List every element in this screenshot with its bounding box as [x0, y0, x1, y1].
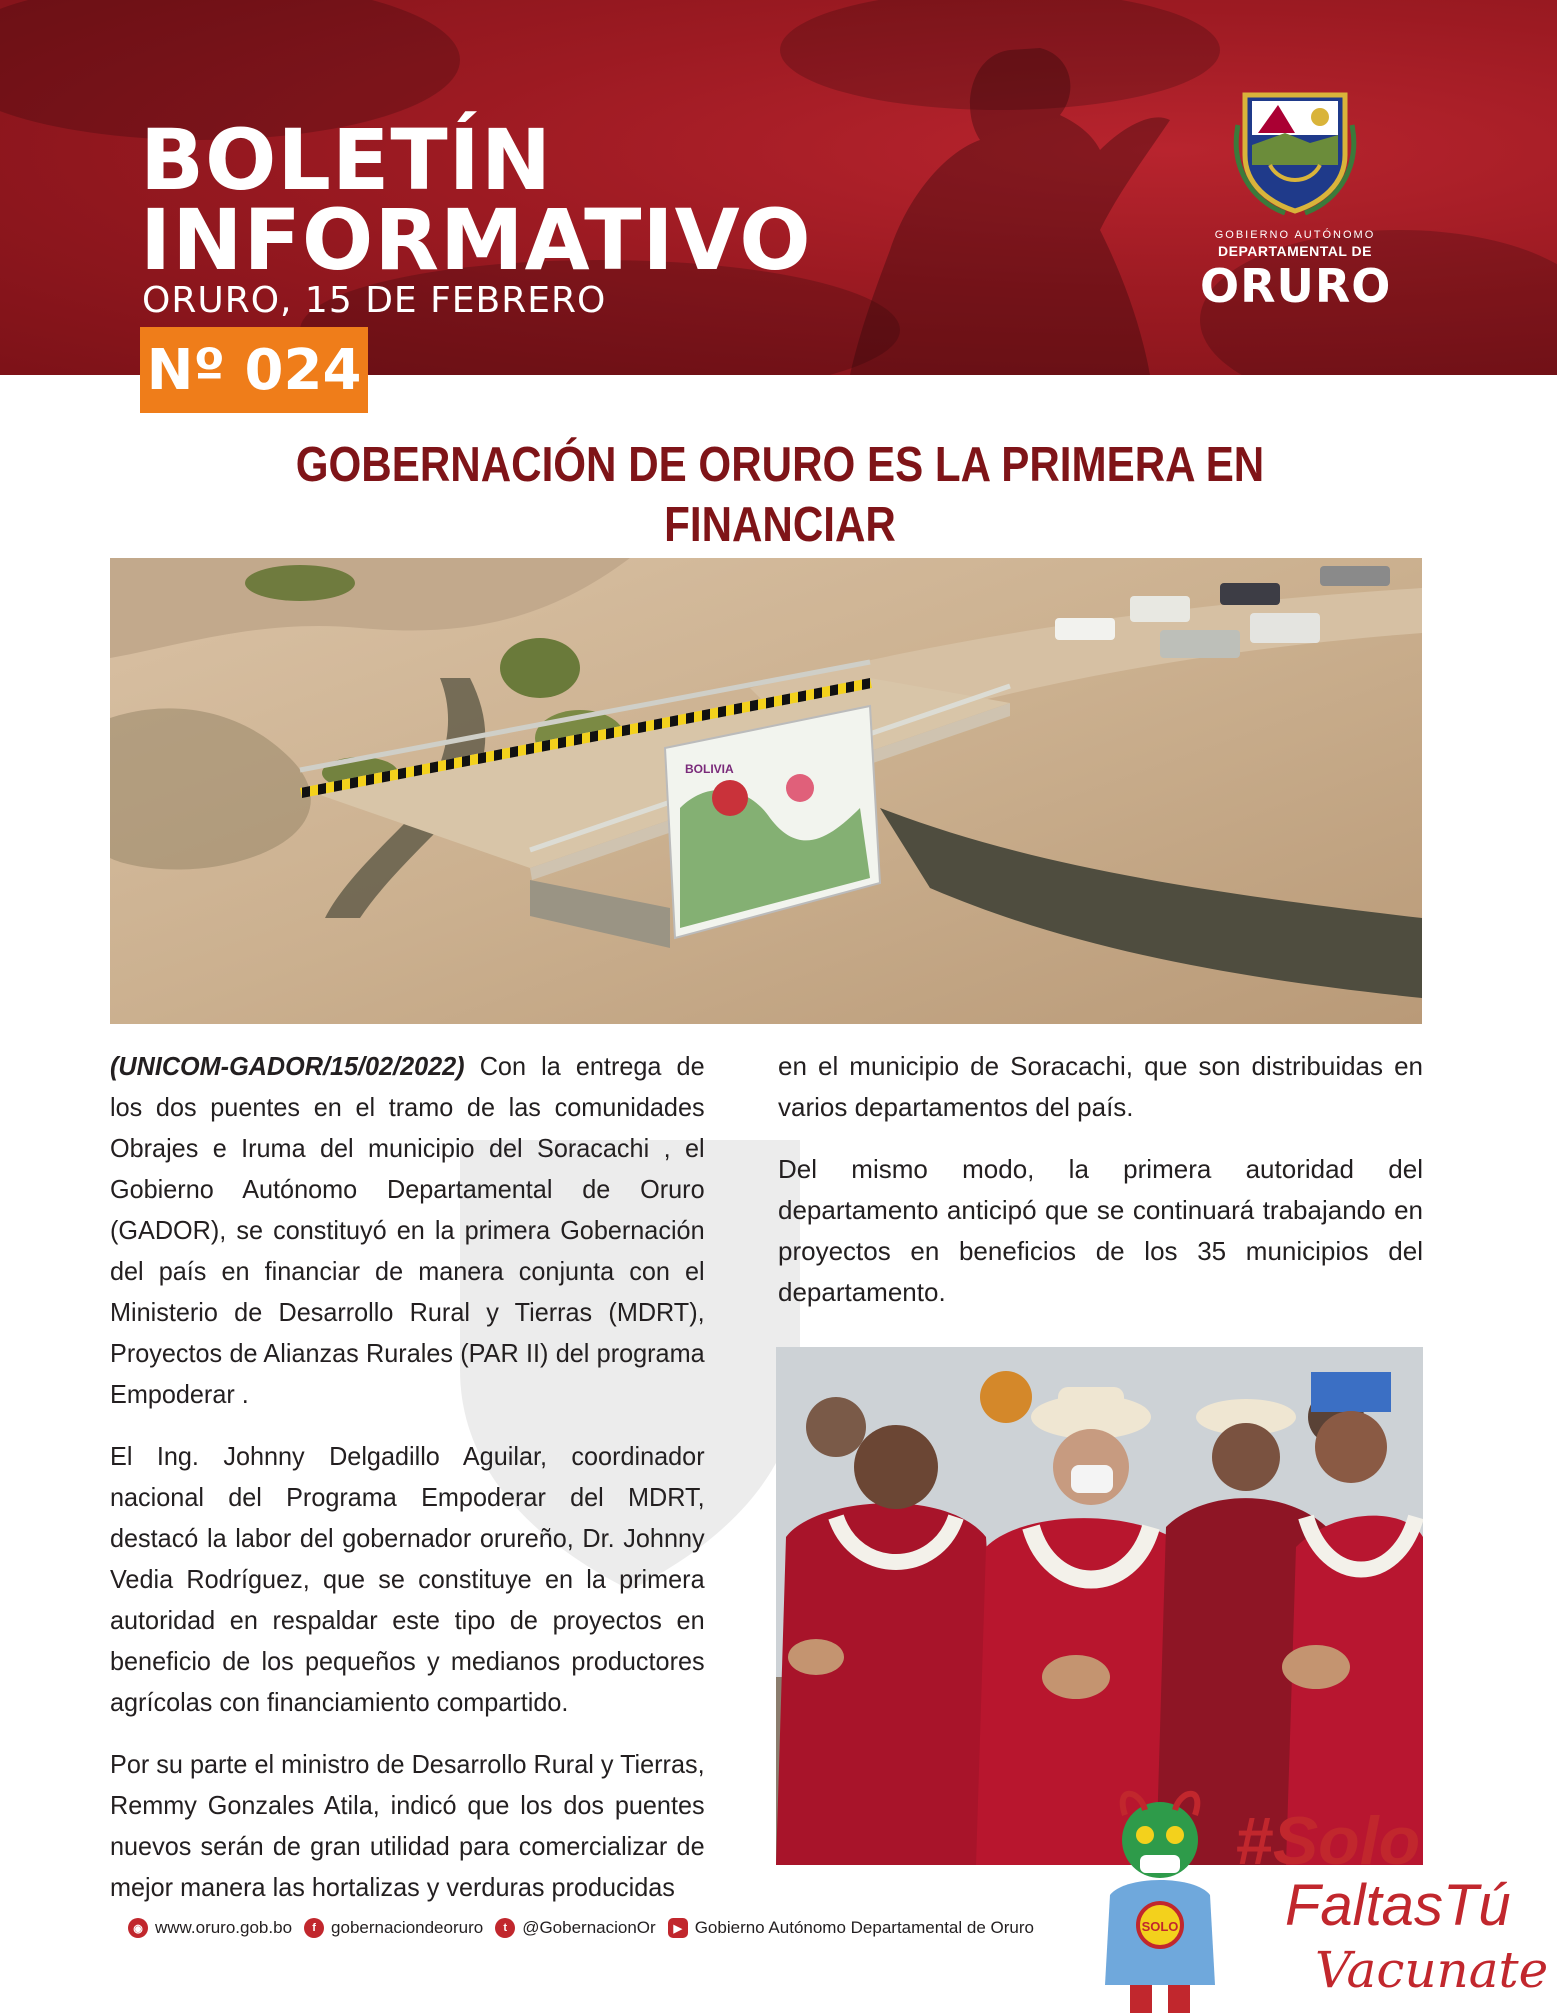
headline-line1: GOBERNACIÓN DE ORURO ES LA PRIMERA EN FINANCIAR [295, 438, 1265, 552]
twitter-icon: t [495, 1918, 515, 1938]
article-column-left [110, 1046, 705, 1929]
article-column-right [778, 1046, 1423, 1334]
article-paragraph-1-text: Con la entrega de los dos puentes en el tramo de las comunidades Obrajes e Iruma del municipio del Soracachi , el Gobierno Autónomo Departamental de Oruro (GADOR), se constituyó en la primera Gobernación del país en financiar de manera conjunta con el Ministerio de Desarrollo Rural y Tierras (MDRT), Proyectos de Alianzas Rurales (PAR II) del programa Empoderar . [110, 1051, 705, 1409]
facebook-icon: f [304, 1918, 324, 1938]
footer-facebook-text: gobernaciondeoruro [331, 1918, 484, 1937]
bulletin-title-line2: INFORMATIVO [140, 191, 812, 289]
bulletin-number-badge: Nº 024 [140, 327, 368, 413]
bridge-photo [110, 558, 1422, 1024]
bulletin-title-line1: BOLETÍN [140, 111, 553, 209]
footer-facebook[interactable] [304, 1918, 483, 1938]
footer-website-text: www.oruro.gob.bo [155, 1918, 293, 1937]
footer-youtube-text: Gobierno Autónomo Departamental de Oruro [694, 1918, 1034, 1937]
article-paragraph-3-continued: en el municipio de Soracachi, que son distribuidas en varios departamentos del país. [778, 1051, 1423, 1122]
logo-text-oruro: ORURO [1200, 259, 1392, 313]
gador-logo [1200, 85, 1392, 313]
article-paragraph-2: El Ing. Johnny Delgadillo Aguilar, coordinador nacional del Programa Empoderar del MDRT, destacó la labor del gobernador orureño, Dr. Johnny Vedia Rodríguez, que se constituye en la primera autoridad en respaldar este tipo de proyectos en beneficio de los pequeños y medianos productores agrícolas con financiamiento compartido. [110, 1441, 705, 1717]
mascot-badge-text: SOLO [1141, 1919, 1179, 1934]
youtube-icon: ▶ [668, 1918, 688, 1938]
banner-bolivia-text: BOLIVIA [685, 762, 734, 776]
header-banner [0, 0, 1557, 375]
article-paragraph-3: Por su parte el ministro de Desarrollo Rural y Tierras, Remmy Gonzales Atila, indicó que los dos puentes nuevos serán de gran utilidad para comercializar de mejor manera las hortalizas y verduras producidas [110, 1749, 705, 1902]
statue-silhouette [820, 30, 1240, 375]
footer-twitter-text: @GobernacionOr [522, 1918, 656, 1937]
article-paragraph-4: Del mismo modo, la primera autoridad del departamento anticipó que se continuará trabajando en proyectos en beneficios de los 35 municipios del departamento. [778, 1154, 1423, 1307]
bulletin-date: ORURO, 15 DE FEBRERO [142, 280, 607, 321]
footer-youtube[interactable] [668, 1918, 1034, 1938]
logo-text-departamental: DEPARTAMENTAL DE [1218, 243, 1372, 259]
logo-text-gobierno: GOBIERNO AUTÓNOMO [1214, 229, 1376, 241]
vaccination-campaign-logo [1085, 1785, 1549, 2015]
footer-contacts [128, 1918, 1046, 1938]
campaign-vacunate: Vacunate [1315, 1941, 1549, 1999]
globe-icon: ◉ [128, 1918, 148, 1938]
mascot-icon [1085, 1785, 1235, 2015]
footer-twitter[interactable] [495, 1918, 656, 1938]
footer-website[interactable] [128, 1918, 292, 1938]
article-paragraph-1 [110, 1046, 705, 1415]
article-lead-tag: (UNICOM-GADOR/15/02/2022) [110, 1051, 465, 1081]
coat-of-arms-icon [1230, 85, 1360, 215]
campaign-faltas-tu: FaltasTú [1285, 1873, 1511, 1938]
campaign-hashtag: #Solo [1235, 1803, 1421, 1879]
